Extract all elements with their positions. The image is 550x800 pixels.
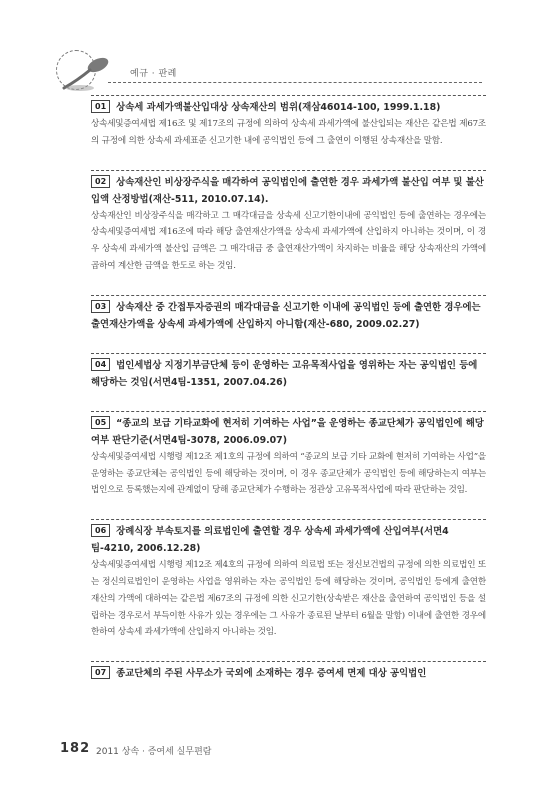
page-header <box>0 0 550 110</box>
case-title-text: 법인세법상 지정기부금단체 등이 운영하는 고유목적사업을 영위하는 자는 공익법인 등에 해당하는 것임(서면4팀-1351, 2007.04.26) <box>91 359 478 388</box>
case-body: 상속세및증여세법 제16조 및 제17조의 규정에 의하여 상속세 과세가액에 불산입되는 재산은 같은법 제67조의 규정에 의한 상속세 과세표준 신고기한 내에 공익법인 등에 그 출연이 이행된 상속재산을 말함. <box>91 119 486 146</box>
case-body: 상속세및증여세법 시행령 제12조 제4호의 규정에 의하여 의료법 또는 정신보건법의 규정에 의한 의료법인 또는 정신의료법인이 운영하는 사업을 영위하는 자는 공익법인 등에 해당하는 것이며, 공익법인 등에게 출연한 재산의 가액에 대하여는 같은법 제67조의 규정에 의한 신고기한(상속받은 재산을 출연하여 공익법인 등을 설립하는 경우로서 부득이한 사유가 있는 경우에는 그 사유가 종료된 날부터 6월을 말함) 이내에 출연한 경우에 한하여 상속세 과세가액에 산입하지 아니하는 것임. <box>91 560 486 638</box>
case-item <box>91 411 486 499</box>
case-number: 05 <box>91 416 110 429</box>
case-title <box>91 170 486 208</box>
page-footer <box>60 741 490 761</box>
case-item <box>91 95 486 150</box>
case-item <box>91 661 486 682</box>
case-title-text: 종교단체의 주된 사무소가 국외에 소재하는 경우 증여세 면제 대상 공익법인 <box>116 668 427 680</box>
case-number: 06 <box>91 524 110 537</box>
case-number: 02 <box>91 175 110 188</box>
case-title-text: “종교의 보급 기타교화에 현저히 기여하는 사업”을 운영하는 종교단체가 공익법인에 해당여부 판단기준(서면4팀-3078, 2006.09.07) <box>91 417 484 446</box>
case-title <box>91 353 486 391</box>
case-number: 03 <box>91 300 110 313</box>
spoon-icon <box>60 54 112 94</box>
case-list <box>91 95 486 702</box>
case-number: 04 <box>91 358 110 371</box>
case-title <box>91 519 486 557</box>
case-title <box>91 295 486 333</box>
case-title-text: 상속재산인 비상장주식을 매각하여 공익법인에 출연한 경우 과세가액 불산입 여부 및 불산입액 산정방법(재산-511, 2010.07.14). <box>91 176 484 205</box>
case-title <box>91 95 486 116</box>
page-number: 182 <box>60 741 91 756</box>
case-item <box>91 353 486 391</box>
section-label: 예규 · 판례 <box>130 69 177 79</box>
case-title <box>91 661 486 682</box>
case-item <box>91 170 486 275</box>
case-item <box>91 519 486 641</box>
book-title: 2011 상속 · 증여세 실무편람 <box>96 747 212 757</box>
case-body: 상속재산인 비상장주식을 매각하고 그 매각대금을 상속세 신고기한이내에 공익법인 등에 출연하는 경우에는 상속세및증여세법 제16조에 따라 해당 출연재산가액을 상속세 과세가액에 산입하지 아니하는 것이며, 이 경우 상속세 과세가액 불산입 금액은 그 매각대금 중 출연재산가액이 차지하는 비율을 해당 상속재산의 가액에 곱하여 계산한 금액을 한도로 하는 것임. <box>91 210 486 271</box>
header-divider <box>108 82 482 83</box>
case-title-text: 장례식장 부속토지를 의료법인에 출연할 경우 상속세 과세가액에 산입여부(서면4팀-4210, 2006.12.28) <box>91 526 449 555</box>
case-number: 01 <box>91 100 110 113</box>
case-item <box>91 295 486 333</box>
case-number: 07 <box>91 666 110 679</box>
case-body: 상속세및증여세법 시행령 제12조 제1호의 규정에 의하여 “종교의 보급 기타 교화에 현저히 기여하는 사업”을 운영하는 종교단체는 공익법인 등에 해당하는 것이며, 이 경우 종교단체가 공익법인 등에 해당하는지 여부는 법인으로 등록했는지에 관계없이 당해 종교단체가 수행하는 정관상 고유목적사업에 따라 판단하는 것임. <box>91 451 486 496</box>
case-title <box>91 411 486 449</box>
case-title-text: 상속재산 중 간접투자증권의 매각대금을 신고기한 이내에 공익법인 등에 출연한 경우에는 출연재산가액을 상속세 과세가액에 산입하지 아니함(재산-680, 2009.02.27) <box>91 301 481 330</box>
case-title-text: 상속세 과세가액불산입대상 상속재산의 범위(재삼46014-100, 1999.1.18) <box>116 102 441 113</box>
